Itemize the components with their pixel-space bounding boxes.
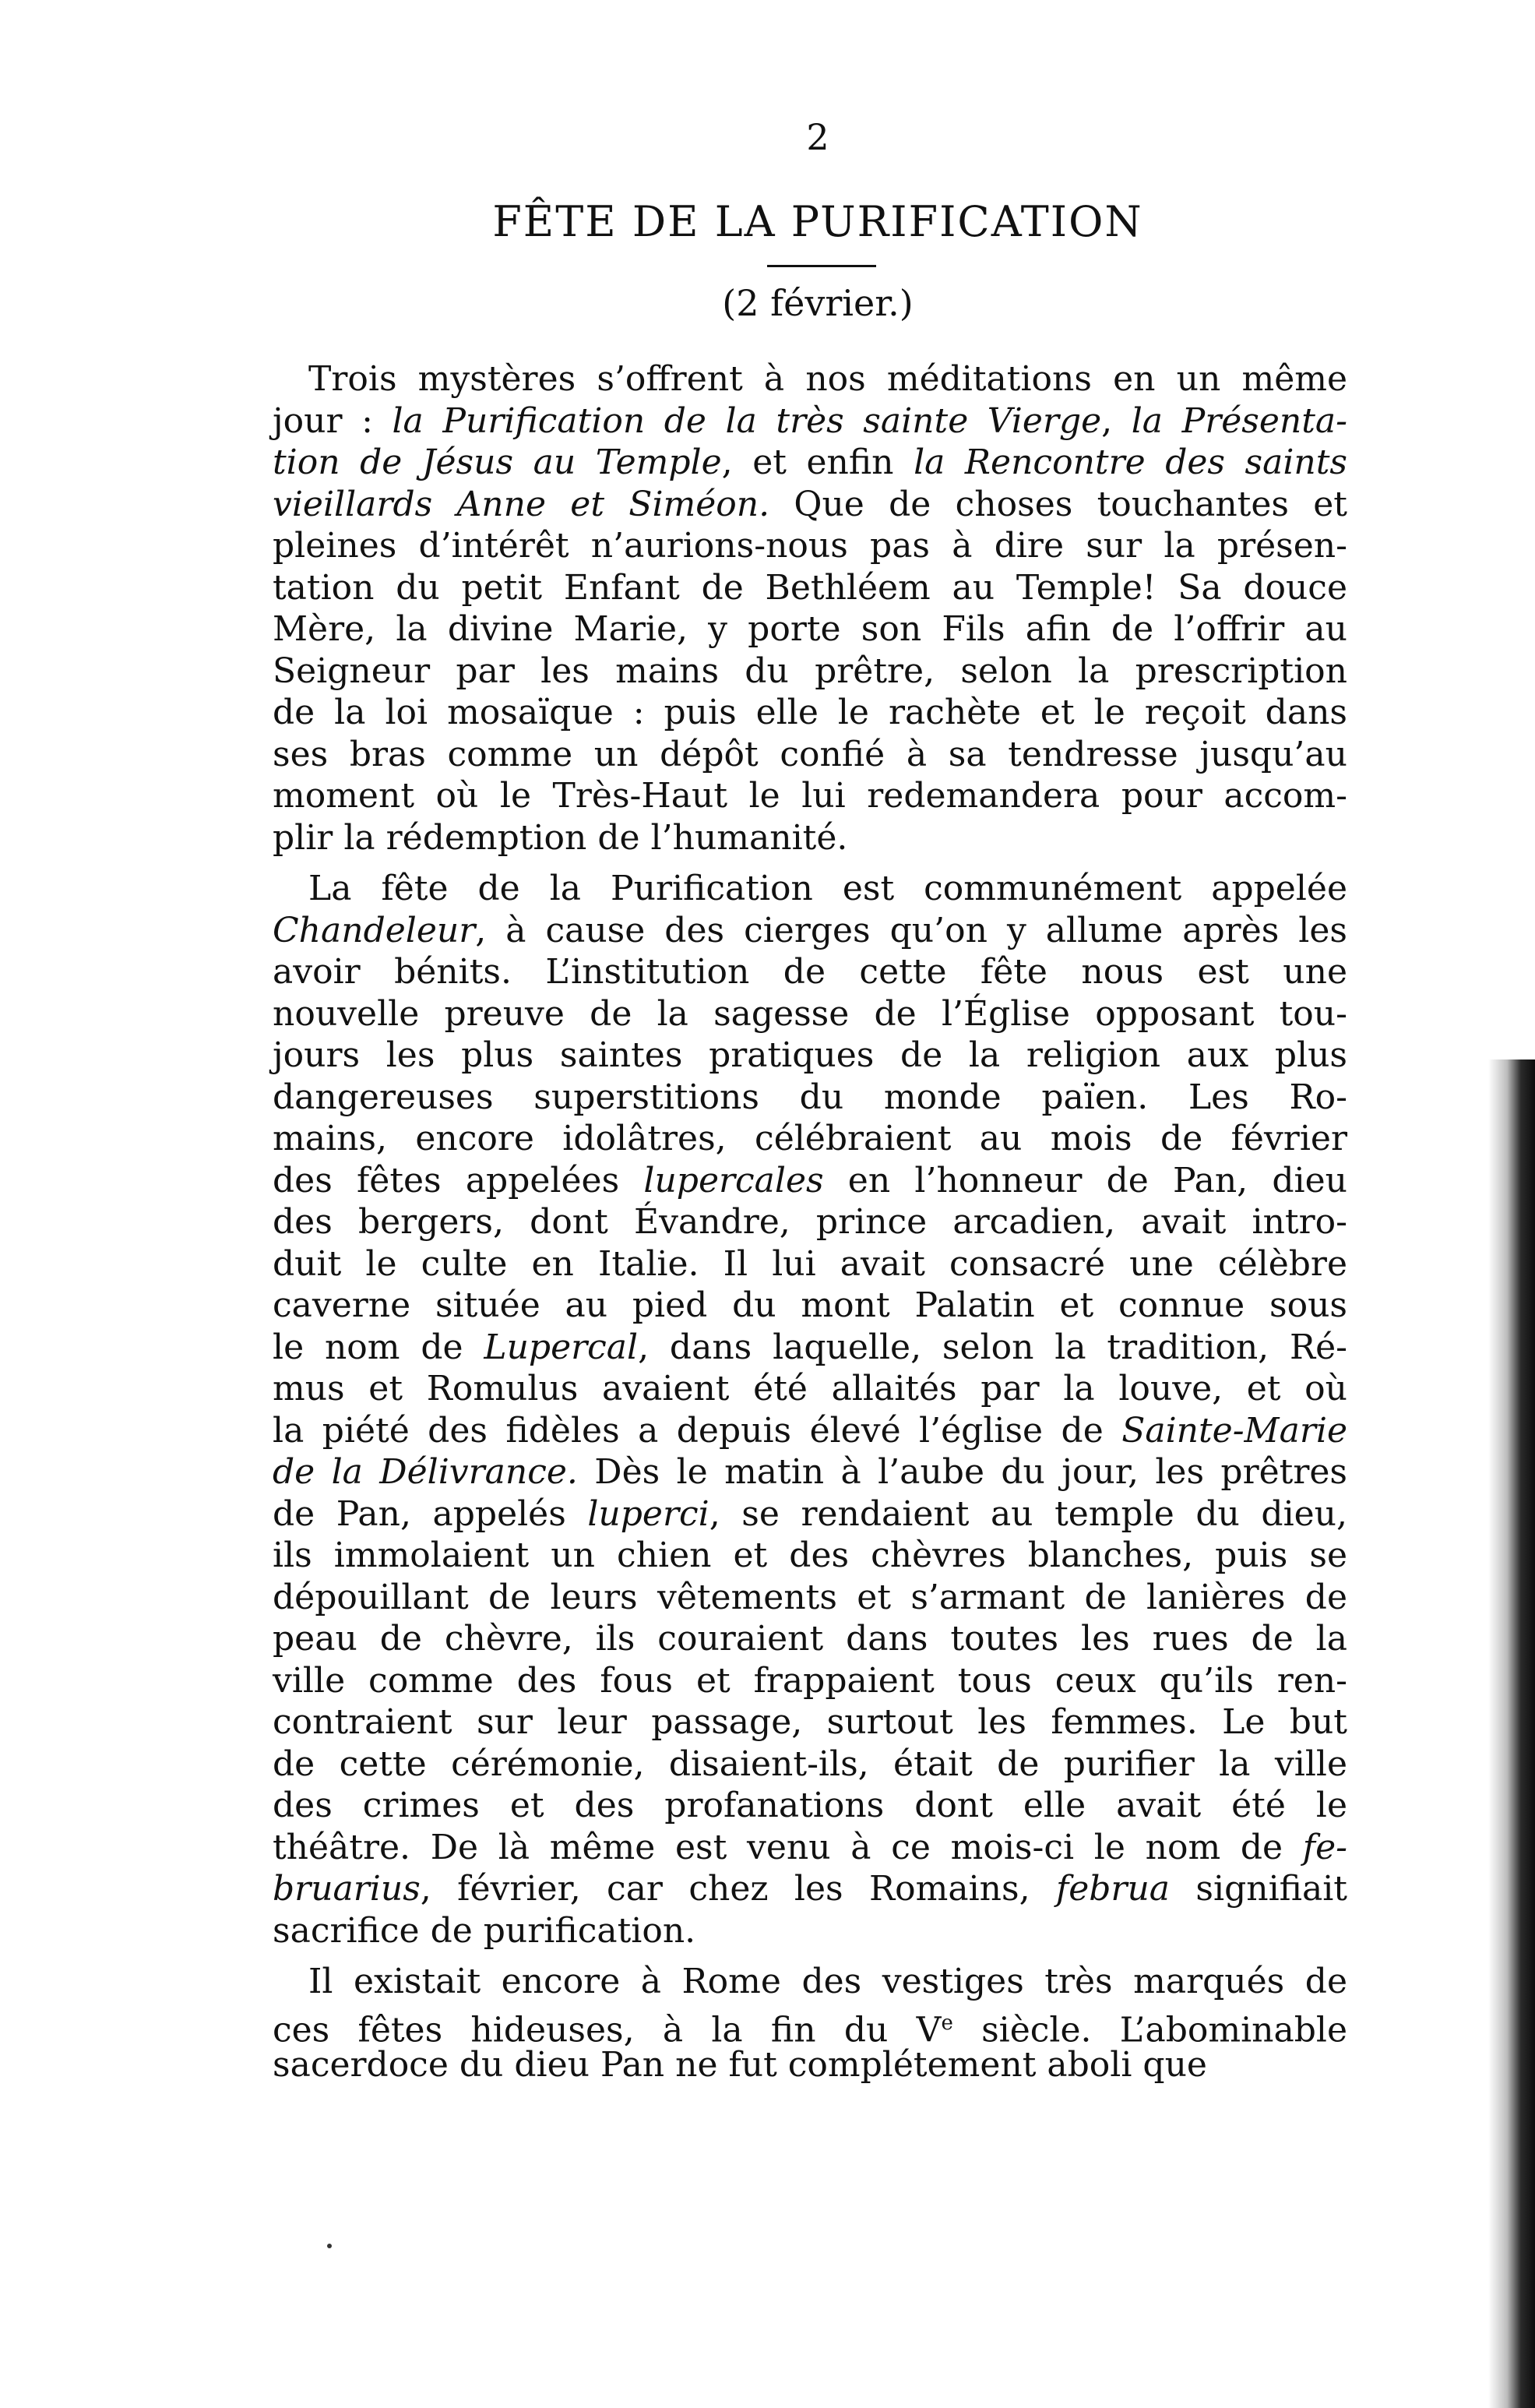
- text-segment: caverne située au pied du mont Palatin et connue sous: [273, 1285, 1347, 1325]
- italic-text: tion de Jésus au Temple: [273, 442, 722, 482]
- italic-text: la Rencontre des saints: [914, 442, 1348, 482]
- text-segment: contraient sur leur passage, surtout les femmes. Le but: [273, 1702, 1347, 1742]
- text-segment: signifiait: [1170, 1869, 1347, 1909]
- italic-text: februa: [1055, 1869, 1171, 1909]
- italic-text: lupercales: [643, 1160, 824, 1200]
- italic-text: Sainte-Marie: [1121, 1410, 1347, 1451]
- chapter-date: (2 février.): [722, 282, 914, 324]
- text-line: [273, 1160, 1347, 1202]
- text-line: [273, 1077, 1347, 1119]
- text-line: [273, 1201, 1347, 1243]
- page-number: 2: [806, 116, 829, 158]
- text-line: [273, 1961, 1347, 2003]
- text-segment: siècle. L’abominable: [952, 2010, 1347, 2050]
- text-line: [273, 1410, 1347, 1452]
- text-segment: ces fêtes hideuses, à la fin du V: [273, 2010, 942, 2050]
- text-line: [273, 1535, 1347, 1577]
- text-segment: de Pan, appelés: [273, 1493, 588, 1534]
- text-segment: mus et Romulus avaient été allaités par la louve, et où: [273, 1369, 1347, 1408]
- text-segment: Seigneur par les mains du prêtre, selon la prescription: [273, 650, 1347, 691]
- text-line: [273, 1785, 1347, 1827]
- italic-text: fe-: [1302, 1827, 1347, 1867]
- text-segment: Mère, la divine Marie, y porte son Fils afin de l’offrir au: [273, 609, 1347, 649]
- text-segment: pleines d’intérêt n’aurions-nous pas à dire sur la présen-: [273, 526, 1347, 566]
- text-segment: la piété des fidèles a depuis élevé l’église de: [273, 1410, 1122, 1451]
- text-segment: des crimes et des profanations dont elle avait été le: [273, 1786, 1347, 1825]
- text-line: [273, 1368, 1347, 1410]
- text-segment: tation du petit Enfant de Bethléem au Temple! Sa douce: [273, 567, 1347, 608]
- text-line: [273, 567, 1347, 609]
- text-segment: des fêtes appelées: [273, 1160, 644, 1200]
- text-segment: ville comme des fous et frappaient tous ceux qu’ils ren-: [273, 1660, 1347, 1701]
- text-line: [273, 1910, 1347, 1952]
- italic-text: Chandeleur: [273, 910, 476, 950]
- text-segment: Trois mystères s’offrent à nos méditations en un même: [308, 359, 1347, 399]
- text-line: [273, 1451, 1347, 1493]
- text-line: [273, 1035, 1347, 1077]
- italic-text: Lupercal: [484, 1327, 639, 1367]
- text-line: [273, 817, 1347, 859]
- text-segment: peau de chèvre, ils couraient dans toutes les rues de la: [273, 1619, 1347, 1659]
- paragraph: [273, 868, 1347, 1951]
- text-segment: de cette cérémonie, disaient-ils, était de purifier la ville: [273, 1743, 1347, 1784]
- superscript-text: e: [941, 2011, 953, 2035]
- text-segment: , février, car chez les Romains,: [420, 1869, 1056, 1909]
- page-edge-shadow: [1488, 1059, 1535, 2408]
- text-line: [273, 910, 1347, 952]
- text-line: [273, 1493, 1347, 1535]
- text-segment: dépouillant de leurs vêtements et s’armant de lanières de: [273, 1577, 1347, 1617]
- text-line: [273, 400, 1347, 442]
- paragraph: [273, 358, 1347, 858]
- text-segment: ils immolaient un chien et des chèvres blanches, puis se: [273, 1535, 1347, 1575]
- text-segment: moment où le Très-Haut le lui redemandera pour accom-: [273, 776, 1347, 816]
- text-segment: Il existait encore à Rome des vestiges très marqués de: [308, 1962, 1347, 2001]
- text-line: [273, 734, 1347, 776]
- text-line: [273, 442, 1347, 484]
- text-line: [273, 1243, 1347, 1285]
- title-rule-divider: [767, 265, 876, 267]
- text-segment: sacerdoce du dieu Pan ne fut complétement aboli que: [273, 2045, 1207, 2085]
- text-segment: La fête de la Purification est communément appelée: [308, 869, 1347, 908]
- text-segment: ,: [1101, 400, 1132, 441]
- text-line: [273, 484, 1347, 526]
- text-segment: ses bras comme un dépôt confié à sa tendresse jusqu’au: [273, 734, 1347, 774]
- paragraph: [273, 1961, 1347, 2086]
- text-segment: duit le culte en Italie. Il lui avait consacré une célèbre: [273, 1243, 1347, 1284]
- text-segment: sacrifice de purification.: [273, 1910, 696, 1951]
- text-line: [273, 1868, 1347, 1910]
- text-line: [273, 1660, 1347, 1702]
- text-segment: avoir bénits. L’institution de cette fête nous est une: [273, 952, 1347, 992]
- text-segment: jour :: [273, 400, 393, 441]
- text-line: [273, 650, 1347, 693]
- text-line: [273, 1118, 1347, 1160]
- text-segment: plir la rédemption de l’humanité.: [273, 817, 848, 858]
- text-line: [273, 993, 1347, 1035]
- italic-text: bruarius: [273, 1869, 421, 1909]
- italic-text: la Présenta-: [1131, 400, 1348, 441]
- text-line: [273, 608, 1347, 650]
- paragraph-gap: [273, 858, 1347, 868]
- text-segment: Que de choses touchantes et: [769, 484, 1347, 524]
- text-segment: le nom de: [273, 1327, 484, 1367]
- text-segment: , et enfin: [721, 442, 914, 482]
- text-line: [273, 358, 1347, 400]
- text-line: [273, 1327, 1347, 1369]
- text-line: [273, 2003, 1347, 2050]
- text-line: [273, 525, 1347, 567]
- text-line: [273, 951, 1347, 993]
- text-segment: des bergers, dont Évandre, prince arcadien, avait intro-: [273, 1202, 1347, 1242]
- chapter-title: FÊTE DE LA PURIFICATION: [492, 197, 1143, 246]
- paragraph-gap: [273, 1951, 1347, 1961]
- text-segment: Dès le matin à l’aube du jour, les prêtres: [577, 1452, 1347, 1492]
- text-segment: , à cause des cierges qu’on y allume après les: [475, 910, 1347, 950]
- ink-speck: [327, 2244, 332, 2248]
- text-line: [273, 1618, 1347, 1660]
- text-line: [273, 1827, 1347, 1869]
- text-line: [273, 2044, 1347, 2086]
- italic-text: vieillards Anne et Siméon.: [273, 484, 770, 524]
- text-segment: dangereuses superstitions du monde païen. Les Ro-: [273, 1077, 1347, 1117]
- text-segment: , se rendaient au temple du dieu,: [709, 1493, 1347, 1534]
- text-line: [273, 1577, 1347, 1619]
- italic-text: luperci: [587, 1493, 709, 1534]
- italic-text: la Purification de la très sainte Vierge: [392, 400, 1102, 441]
- italic-text: de la Délivrance.: [273, 1452, 578, 1492]
- text-segment: , dans laquelle, selon la tradition, Ré-: [638, 1327, 1348, 1367]
- text-line: [273, 868, 1347, 910]
- text-segment: jours les plus saintes pratiques de la religion aux plus: [273, 1035, 1347, 1075]
- text-line: [273, 1701, 1347, 1743]
- text-segment: de la loi mosaïque : puis elle le rachète et le reçoit dans: [273, 693, 1347, 732]
- text-line: [273, 1743, 1347, 1786]
- text-line: [273, 1285, 1347, 1327]
- text-segment: nouvelle preuve de la sagesse de l’Église opposant tou-: [273, 993, 1347, 1034]
- text-segment: théâtre. De là même est venu à ce mois-ci le nom de: [273, 1827, 1303, 1867]
- text-segment: en l’honneur de Pan, dieu: [823, 1160, 1347, 1200]
- body-text: [273, 358, 1347, 2086]
- text-line: [273, 692, 1347, 734]
- text-segment: mains, encore idolâtres, célébraient au mois de février: [273, 1119, 1347, 1158]
- text-line: [273, 775, 1347, 817]
